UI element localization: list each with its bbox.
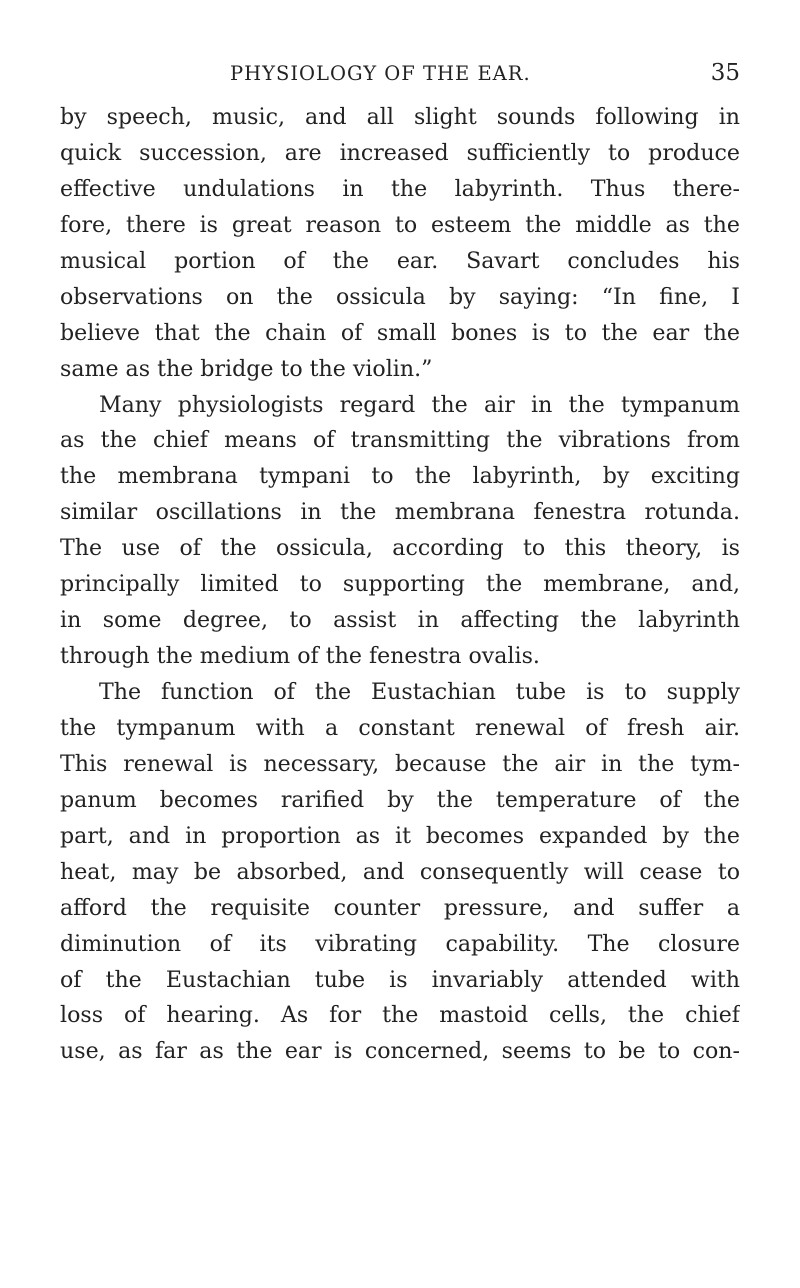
text-line-paragraph-start: Many physiologists regard the air in the tympanum: [99, 391, 740, 418]
running-title: PHYSIOLOGY OF THE EAR.: [230, 62, 531, 85]
text-line: loss of hearing. As for the mastoid cells, the chief: [60, 1002, 740, 1029]
text-line: in some degree, to assist in affecting the labyrinth: [60, 607, 740, 634]
text-line: quick succession, are increased sufficiently to produce: [60, 139, 740, 166]
text-line: believe that the chain of small bones is to the ear the: [60, 319, 740, 346]
text-line: as the chief means of transmitting the vibrations from: [60, 427, 740, 454]
text-line: use, as far as the ear is concerned, seems to be to con-: [60, 1038, 740, 1065]
text-line: heat, may be absorbed, and consequently will cease to: [60, 858, 740, 885]
text-line: This renewal is necessary, because the air in the tym-: [60, 750, 740, 777]
running-head: [60, 62, 740, 96]
text-line: the tympanum with a constant renewal of fresh air.: [60, 714, 740, 741]
text-line-paragraph-start: The function of the Eustachian tube is to supply: [99, 679, 740, 705]
text-line: of the Eustachian tube is invariably attended with: [60, 966, 740, 993]
page-number: 35: [710, 60, 740, 86]
text-line: fore, there is great reason to esteem the middle as the: [60, 211, 740, 238]
text-line: by speech, music, and all slight sounds following in: [60, 104, 740, 130]
text-line-paragraph-end: through the medium of the fenestra ovalis.: [60, 643, 540, 670]
text-line: diminution of its vibrating capability. The closure: [60, 930, 740, 957]
text-line: similar oscillations in the membrana fenestra rotunda.: [60, 499, 740, 526]
text-line: panum becomes rarified by the temperature of the: [60, 786, 740, 813]
body-text: [60, 100, 740, 1070]
text-line: effective undulations in the labyrinth. Thus there-: [60, 175, 740, 202]
text-line: the membrana tympani to the labyrinth, by exciting: [60, 463, 740, 490]
text-line-paragraph-end: same as the bridge to the violin.”: [60, 355, 433, 382]
text-line: part, and in proportion as it becomes expanded by the: [60, 822, 740, 849]
text-line: observations on the ossicula by saying: “In fine, I: [60, 283, 740, 310]
text-line: The use of the ossicula, according to this theory, is: [60, 535, 740, 562]
text-line: principally limited to supporting the membrane, and,: [60, 571, 740, 598]
text-line: afford the requisite counter pressure, and suffer a: [60, 894, 740, 921]
text-line: musical portion of the ear. Savart concludes his: [60, 247, 740, 274]
